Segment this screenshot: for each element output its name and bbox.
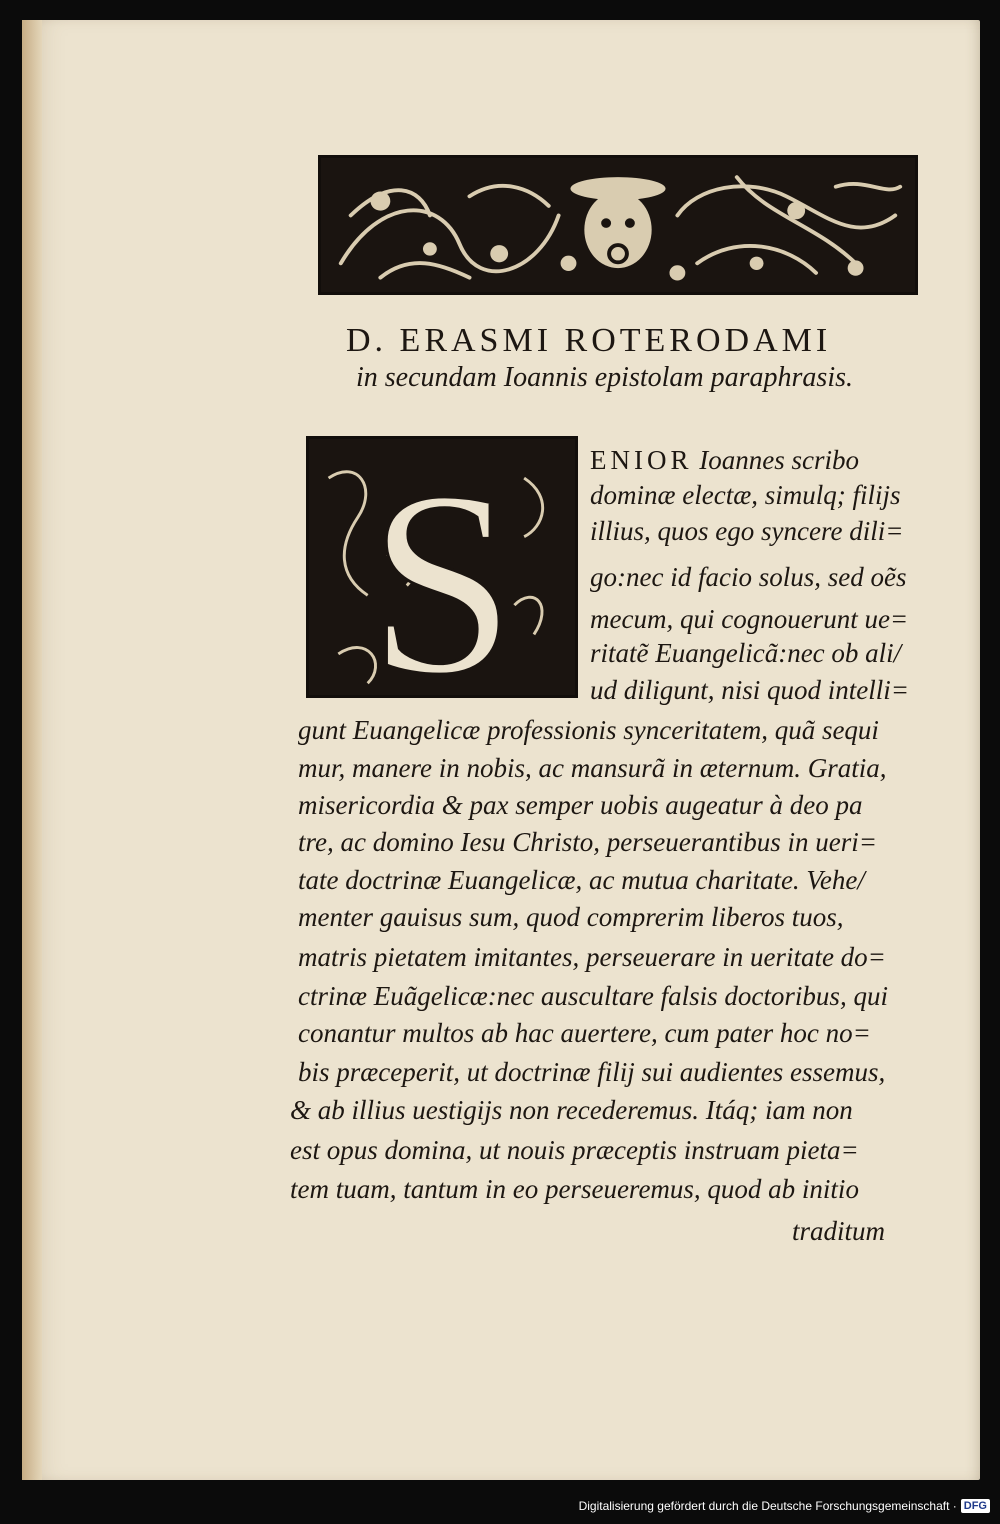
dfg-logo: DFG	[961, 1499, 990, 1513]
text-line-1	[590, 443, 859, 477]
text-line-2: dominæ electæ, simulq; filijs	[590, 480, 901, 510]
text-line-16: conantur multos ab hac auertere, cum pater hoc no=	[298, 1018, 871, 1048]
footer-credit: Digitalisierung gefördert durch die Deutsche Forschungsgemeinschaft ·	[578, 1499, 957, 1513]
text-line-20: tem tuam, tantum in eo perseueremus, quod ab initio	[290, 1174, 859, 1204]
heading-author: D. ERASMI ROTERODAMI	[346, 322, 832, 359]
initial-letter: S	[368, 439, 516, 695]
text-line-18: & ab illius uestigijs non recederemus. Itáq; iam non	[290, 1095, 853, 1125]
text-line-19: est opus domina, ut nouis præceptis instruam pieta=	[290, 1135, 859, 1165]
text-line-4: go:nec id facio solus, sed oẽs	[590, 562, 907, 592]
text-line-9: mur, manere in nobis, ac mansurã in æternum. Gratia,	[298, 753, 887, 783]
page-spine-shadow	[22, 20, 42, 1480]
text-line-17: bis præceperit, ut doctrinæ filij sui audientes essemus,	[298, 1057, 886, 1087]
text-line-15: ctrinæ Euãgelicæ:nec auscultare falsis doctoribus, qui	[298, 981, 888, 1011]
text-line-7: ud diligunt, nisi quod intelli=	[590, 675, 909, 705]
heading-subtitle: in secundam Ioannis epistolam paraphrasis.	[356, 362, 853, 393]
text-line-3: illius, quos ego syncere dili=	[590, 516, 904, 546]
text-line-10: misericordia & pax semper uobis augeatur à deo pa	[298, 790, 863, 820]
woodcut-headpiece-icon	[318, 155, 918, 295]
text-line-12: tate doctrinæ Euangelicæ, ac mutua charitate. Vehe/	[298, 865, 865, 895]
text-line-5: mecum, qui cognouerunt ue=	[590, 604, 909, 634]
woodcut-initial-S-icon	[306, 436, 578, 698]
text-line-6: ritatẽ Euangelicã:nec ob ali/	[590, 638, 902, 668]
text-line-1-rest: Ioannes scribo	[699, 445, 859, 475]
text-line-11: tre, ac domino Iesu Christo, perseuerantibus in ueri=	[298, 827, 877, 857]
digitization-footer	[579, 1492, 990, 1520]
catchword: traditum	[792, 1216, 886, 1246]
text-line-14: matris pietatem imitantes, perseuerare in ueritate do=	[298, 942, 886, 972]
text-line-13: menter gauisus sum, quod comprerim liberos tuos,	[298, 902, 844, 932]
text-line-8: gunt Euangelicæ professionis synceritatem, quã sequi	[298, 715, 879, 745]
first-word: ENIOR	[590, 445, 693, 475]
